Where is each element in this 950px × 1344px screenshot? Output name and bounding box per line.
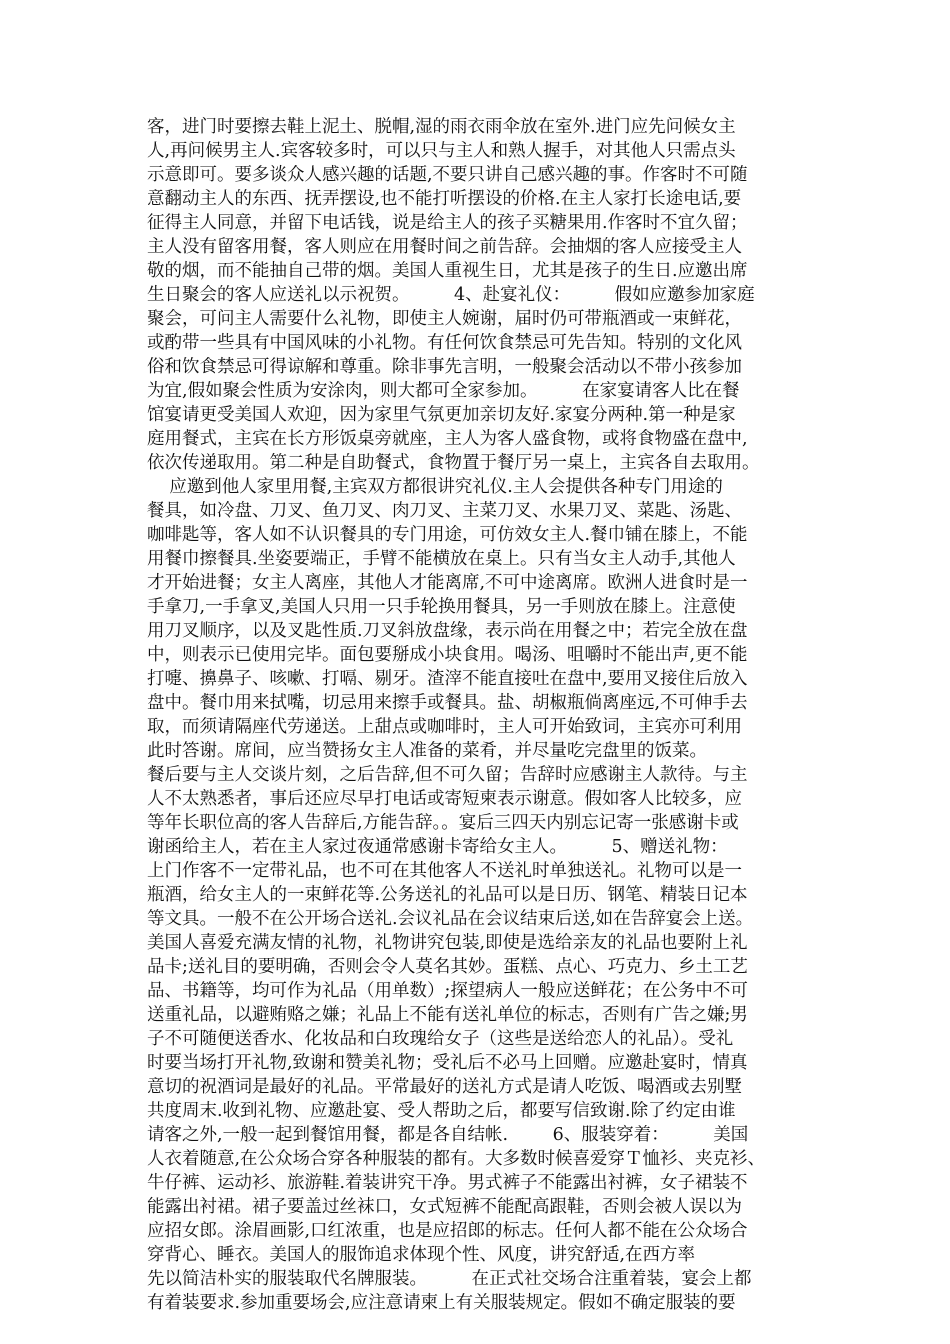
text-line: 客，进门时要擦去鞋上泥土、脱帽,湿的雨衣雨伞放在室外.进门应先问候女主 — [147, 117, 736, 137]
text-line: 应邀到他人家里用餐,主宾双方都很讲究礼仪.主人会提供各种专门用途的 — [147, 477, 723, 497]
text-line: 品卡;送礼目的要明确，否则会令人莫名其妙。蛋糕、点心、巧克力、乡土工艺 — [147, 957, 748, 977]
text-line: 用餐巾擦餐具.坐姿要端正，手臂不能横放在桌上。只有当女主人动手,其他人 — [147, 549, 736, 569]
text-line: 示意即可。要多谈众人感兴趣的话题,不要只讲自己感兴趣的事。作客时不可随 — [147, 165, 748, 185]
text-line: 依次传递取用。第二种是自助餐式，食物置于餐厅另一桌上，主宾各自去取用。 — [147, 453, 760, 473]
text-line: 能露出衬裙。裙子要盖过丝袜口，女式短裤不能配高跟鞋，否则会被人误以为 — [147, 1197, 742, 1217]
text-line: 请客之外,一般一起到餐馆用餐，都是各自结帐. 6、服装穿着： 美国 — [147, 1125, 749, 1145]
text-line: 咖啡匙等，客人如不认识餐具的专门用途，可仿效女主人.餐巾铺在膝上，不能 — [147, 525, 748, 545]
text-line: 生日聚会的客人应送礼以示祝贺。 4、赴宴礼仪： 假如应邀参加家庭 — [147, 285, 755, 305]
text-line: 品、书籍等，均可作为礼品（用单数）;探望病人一般应送鲜花；在公务中不可 — [147, 981, 748, 1001]
text-line: 上门作客不一定带礼品，也不可在其他客人不送礼时单独送礼。礼物可以是一 — [147, 861, 742, 881]
text-line: 征得主人同意，并留下电话钱，说是给主人的孩子买糖果用.作客时不宜久留； — [147, 213, 748, 233]
text-line: 等年长职位高的客人告辞后,方能告辞。。宴后三四天内别忘记寄一张感谢卡或 — [147, 813, 739, 833]
text-line: 聚会，可问主人需要什么礼物，即使主人婉谢，届时仍可带瓶酒或一束鲜花， — [147, 309, 742, 329]
text-line: 先以简洁朴实的服装取代名牌服装。 在正式社交场合注重着装，宴会上都 — [147, 1269, 752, 1289]
text-line: 敬的烟，而不能抽自己带的烟。美国人重视生日，尤其是孩子的生日.应邀出席 — [147, 261, 748, 281]
text-line: 共度周末.收到礼物、应邀赴宴、受人帮助之后，都要写信致谢.除了约定由谁 — [147, 1101, 736, 1121]
text-line: 餐后要与主人交谈片刻，之后告辞,但不可久留；告辞时应感谢主人款待。与主 — [147, 765, 748, 785]
text-line: 送重礼品，以避贿赂之嫌；礼品上不能有送礼单位的标志，否则有广告之嫌;男 — [147, 1005, 748, 1025]
text-line: 餐具，如冷盘、刀叉、鱼刀叉、肉刀叉、主菜刀叉、水果刀叉、菜匙、汤匙、 — [147, 501, 742, 521]
text-line: 用刀叉顺序，以及叉匙性质.刀叉斜放盘缘，表示尚在用餐之中；若完全放在盘 — [147, 621, 748, 641]
text-line: 人,再问候男主人.宾客较多时，可以只与主人和熟人握手，对其他人只需点头 — [147, 141, 736, 161]
text-line: 此时答谢。席间，应当赞扬女主人准备的菜肴，并尽量吃完盘里的饭菜。 — [147, 741, 707, 761]
text-line: 美国人喜爱充满友情的礼物，礼物讲究包装,即使是选给亲友的礼品也要附上礼 — [147, 933, 748, 953]
text-line: 瓶酒，给女主人的一束鲜花等.公务送礼的礼品可以是日历、钢笔、精装日记本 — [147, 885, 748, 905]
text-line: 中，则表示已使用完毕。面包要掰成小块食用。喝汤、咀嚼时不能出声,更不能 — [147, 645, 748, 665]
text-line: 盘中。餐巾用来拭嘴，切忌用来擦手或餐具。盐、胡椒瓶倘离座远,不可伸手去 — [147, 693, 748, 713]
text-line: 主人没有留客用餐，客人则应在用餐时间之前告辞。会抽烟的客人应接受主人 — [147, 237, 742, 257]
text-line: 馆宴请更受美国人欢迎，因为家里气氛更加亲切友好.家宴分两种.第一种是家 — [147, 405, 736, 425]
text-line: 穿背心、睡衣。美国人的服饰追求体现个性、风度，讲究舒适,在西方率 — [147, 1245, 696, 1265]
text-line: 为宜,假如聚会性质为安涂肉，则大都可全家参加。 在家宴请客人比在餐 — [147, 381, 740, 401]
text-line: 手拿刀,一手拿叉,美国人只用一只手轮换用餐具，另一手则放在膝上。注意使 — [147, 597, 736, 617]
body-text — [147, 115, 827, 1315]
text-line: 子不可随便送香水、化妆品和白玫瑰给女子（这些是送给恋人的礼品）。受礼 — [147, 1029, 734, 1049]
text-line: 取，而须请隔座代劳递送。上甜点或咖啡时，主人可开始致词，主宾亦可利用 — [147, 717, 742, 737]
text-line: 意翻动主人的东西、抚弄摆设,也不能打听摆设的价格.在主人家打长途电话,要 — [147, 189, 742, 209]
text-line: 等文具。一般不在公开场合送礼.会议礼品在会议结束后送,如在告辞宴会上送。 — [147, 909, 754, 929]
text-line: 应招女郎。涂眉画影,口红浓重，也是应招郎的标志。任何人都不能在公众场合 — [147, 1221, 748, 1241]
text-line: 打嚏、擤鼻子、咳嗽、打嗝、剔牙。渣滓不能直接吐在盘中,要用叉接住后放入 — [147, 669, 748, 689]
text-line: 有着装要求.参加重要场会,应注意请柬上有关服装规定。假如不确定服装的要 — [147, 1293, 736, 1313]
text-line: 庭用餐式，主宾在长方形饭桌旁就座，主人为客人盛食物，或将食物盛在盘中, — [147, 429, 748, 449]
text-line: 人不太熟悉者，事后还应尽早打电话或寄短柬表示谢意。假如客人比较多，应 — [147, 789, 742, 809]
text-line: 俗和饮食禁忌可得谅解和尊重。除非事先言明，一般聚会活动以不带小孩参加 — [147, 357, 742, 377]
text-line: 谢函给主人，若在主人家过夜通常感谢卡寄给女主人。 5、赠送礼物： — [147, 837, 728, 857]
text-line: 或酌带一些具有中国风味的小礼物。有任何饮食禁忌可先告知。特别的文化风 — [147, 333, 742, 353]
text-line: 牛仔裤、运动衫、旅游鞋.着装讲究干净。男式裤子不能露出衬裤，女子裙装不 — [147, 1173, 748, 1193]
text-line: 才开始进餐；女主人离座，其他人才能离席,不可中途离席。欧洲人进食时是一 — [147, 573, 748, 593]
text-line: 意切的祝酒词是最好的礼品。平常最好的送礼方式是请人吃饭、喝酒或去别墅 — [147, 1077, 742, 1097]
text-line: 人衣着随意,在公众场合穿各种服装的都有。大多数时候喜爱穿Ｔ恤衫、夹克衫、 — [147, 1149, 766, 1169]
text-line: 时要当场打开礼物,致谢和赞美礼物；受礼后不必马上回赠。应邀赴宴时，情真 — [147, 1053, 748, 1073]
